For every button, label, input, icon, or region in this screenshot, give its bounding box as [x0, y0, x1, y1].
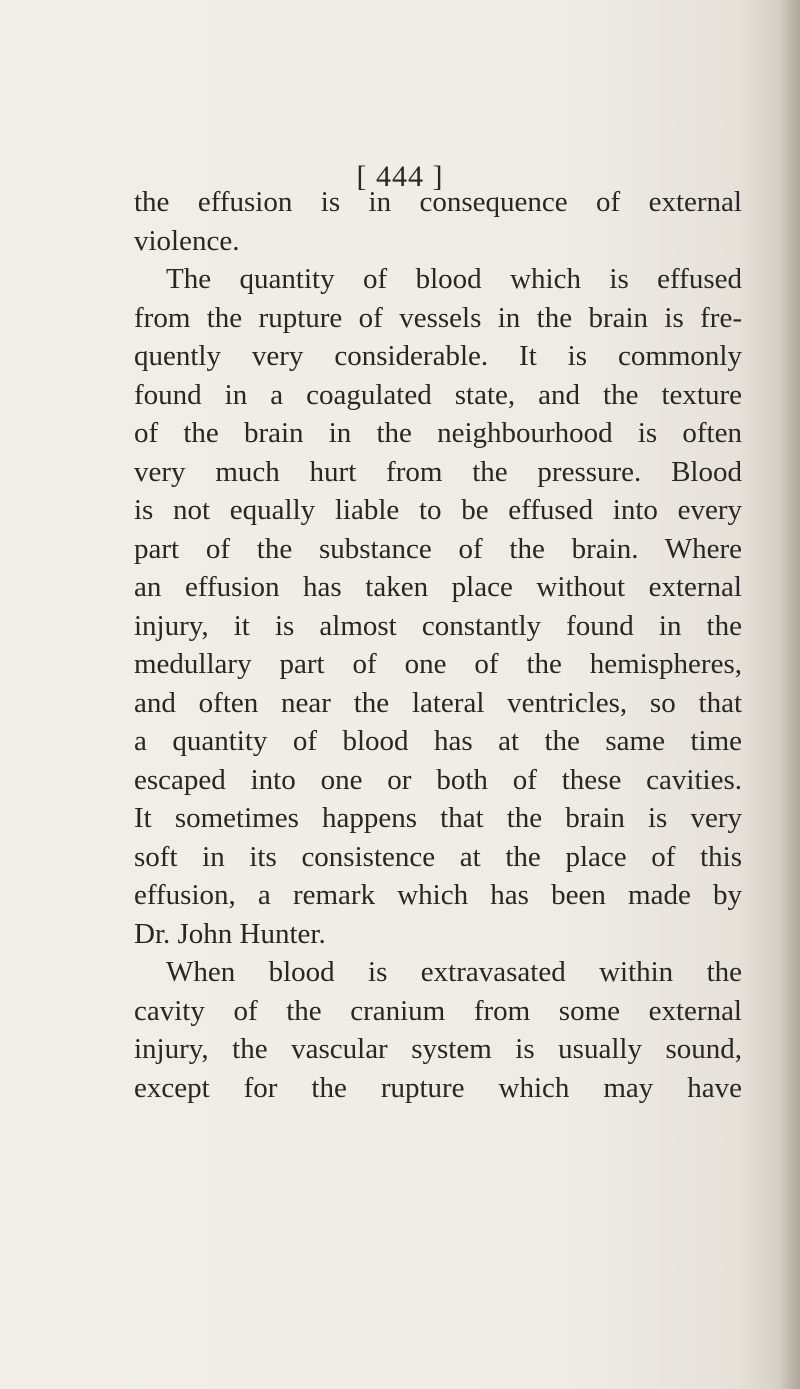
text-line: When blood is extravasated within the: [166, 956, 742, 988]
page-edge-shadow: [778, 0, 800, 1389]
page-number-header: [ 444 ]: [356, 160, 444, 193]
text-line: an effusion has taken place without external: [134, 571, 742, 603]
text-line: of the brain in the neighbourhood is often: [134, 417, 742, 449]
text-line: very much hurt from the pressure. Blood: [134, 455, 742, 488]
text-line: quently very considerable. It is commonly: [134, 340, 742, 372]
text-line: from the rupture of vessels in the brain is fre-: [134, 301, 742, 334]
text-line: medullary part of one of the hemispheres,: [134, 648, 742, 680]
body-text: [134, 183, 742, 1107]
text-line: injury, it is almost constantly found in the: [134, 609, 742, 642]
text-line: The quantity of blood which is effused: [166, 263, 742, 295]
text-line: a quantity of blood has at the same time: [134, 725, 742, 757]
text-line: violence.: [134, 224, 240, 257]
text-line: It sometimes happens that the brain is very: [134, 802, 742, 834]
text-line: Dr. John Hunter.: [134, 917, 326, 950]
text-line: injury, the vascular system is usually sound,: [134, 1033, 742, 1065]
text-line: soft in its consistence at the place of this: [134, 840, 742, 873]
text-line: cavity of the cranium from some external: [134, 994, 742, 1027]
text-line: effusion, a remark which has been made by: [134, 879, 742, 911]
text-line: escaped into one or both of these cavities.: [134, 763, 742, 796]
text-line: the effusion is in consequence of external: [134, 186, 742, 218]
text-line: found in a coagulated state, and the texture: [134, 378, 742, 411]
text-line: part of the substance of the brain. Where: [134, 532, 742, 565]
text-line: is not equally liable to be effused into every: [134, 494, 742, 526]
text-line: except for the rupture which may have: [134, 1071, 742, 1104]
text-line: and often near the lateral ventricles, so that: [134, 686, 742, 719]
